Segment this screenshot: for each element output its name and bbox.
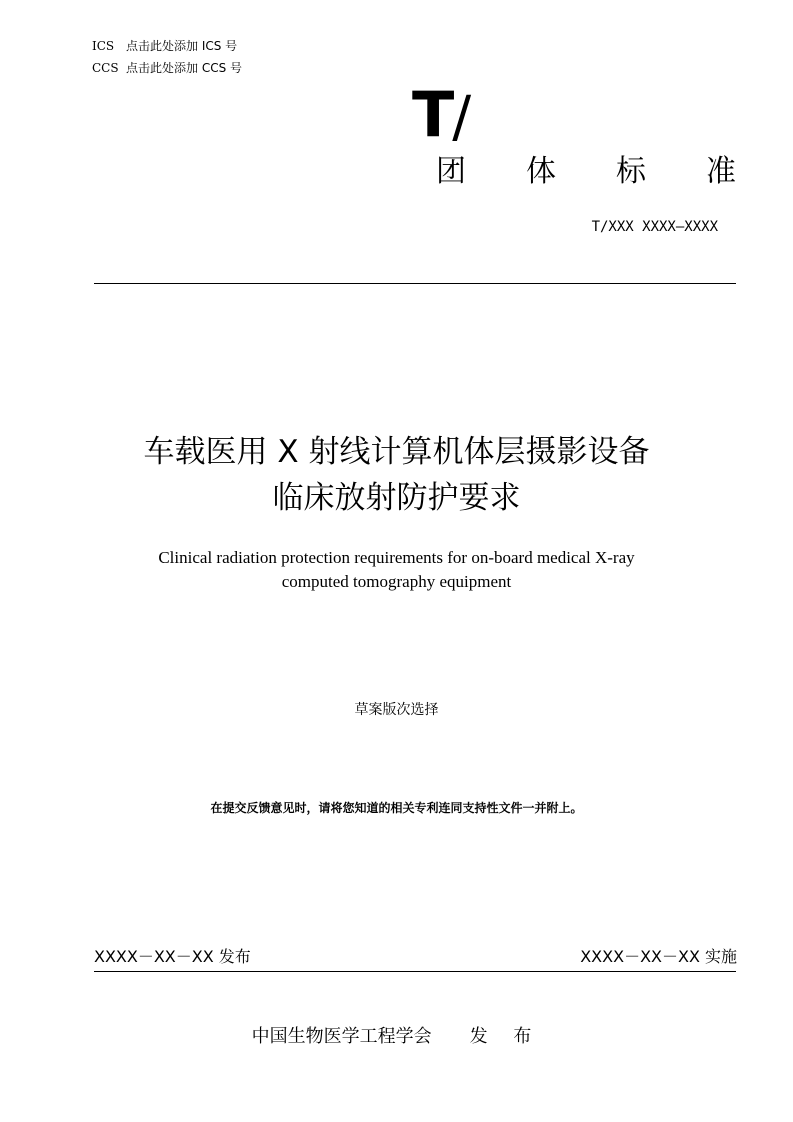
standard-logo-slash: / (452, 85, 470, 150)
title-zh-line1: 车载医用 X 射线计算机体层摄影设备 (143, 434, 650, 470)
title-en-line2: computed tomography equipment (281, 572, 512, 591)
issuer-organization: 中国生物医学工程学会 (251, 1026, 432, 1047)
ics-line[interactable] (92, 38, 237, 54)
standard-type-char: 标 (616, 154, 646, 189)
standard-type-char: 团 (436, 154, 466, 189)
implement-date[interactable]: XXXX－XX－XX 实施 (580, 947, 737, 966)
footer-divider (94, 971, 736, 972)
standard-type-char: 体 (526, 154, 556, 189)
ics-label: ICS (92, 39, 115, 53)
standard-logo-t: T (412, 78, 453, 151)
standard-logo (412, 78, 470, 151)
draft-version-selector[interactable]: 草案版次选择 (354, 702, 439, 718)
title-zh-line2: 临床放射防护要求 (272, 480, 521, 516)
ccs-line[interactable] (92, 60, 242, 76)
issuer-action: 发 布 (469, 1026, 542, 1047)
header-divider (94, 283, 736, 284)
issuer (0, 1025, 793, 1049)
patent-notice: 在提交反馈意见时，请将您知道的相关专利连同支持性文件一并附上。 (210, 801, 583, 815)
title-en-line1: Clinical radiation protection requirements for on-board medical X-ray (158, 548, 635, 567)
standard-number: T/XXX XXXX—XXXX (591, 219, 718, 235)
standard-type (436, 153, 736, 191)
publish-date[interactable]: XXXX－XX－XX 发布 (94, 947, 251, 966)
standard-type-char: 准 (706, 154, 736, 189)
ccs-value[interactable]: 点击此处添加 CCS 号 (126, 61, 243, 75)
ccs-label: CCS (92, 61, 119, 75)
ics-value[interactable]: 点击此处添加 ICS 号 (126, 39, 238, 53)
